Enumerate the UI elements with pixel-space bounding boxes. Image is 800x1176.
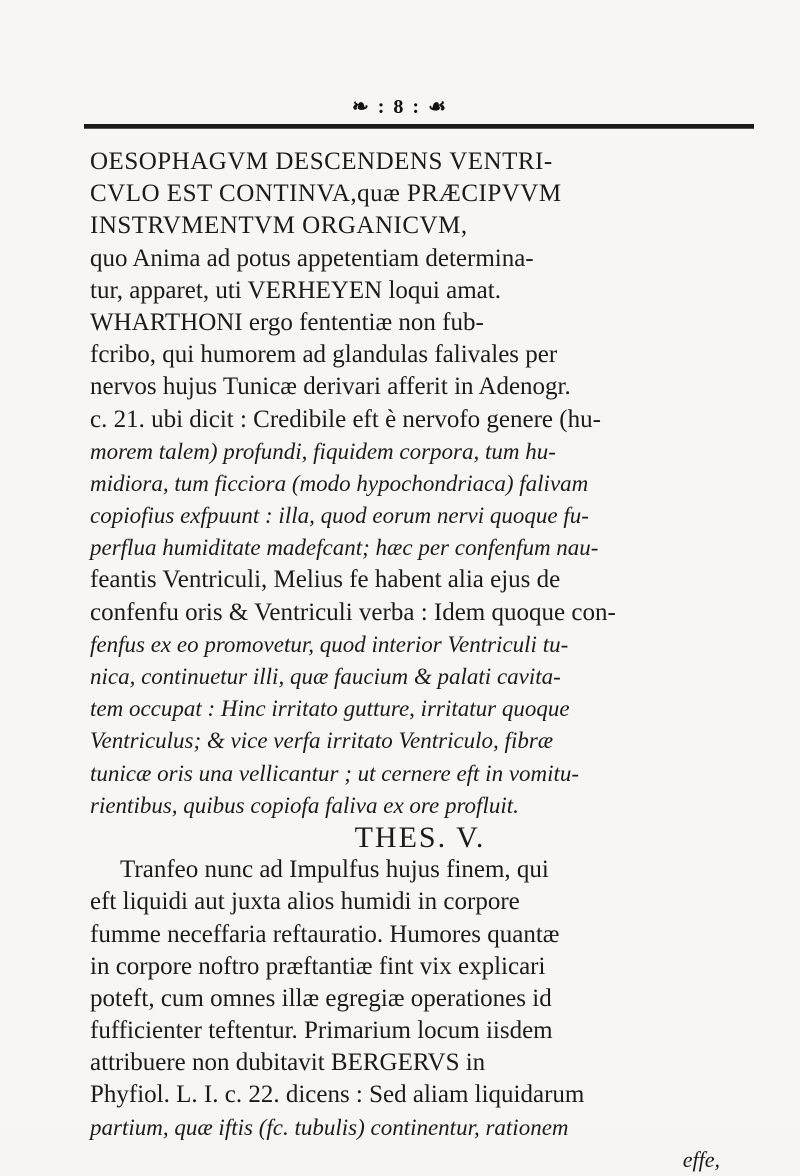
text-line: partium, quæ iftis (fc. tubulis) continentur, rationem (90, 1114, 569, 1140)
page-ornament: ❧ : 8 : ☙ (351, 96, 448, 118)
text-line: quo Anima ad potus appetentiam determina- (90, 244, 534, 272)
text-line: c. 21. ubi dicit : Credibile eft è nervofo genere (hu- (90, 405, 601, 433)
text-line: fenfus ex eo promovetur, quod interior Ventriculi tu- (90, 631, 569, 657)
text-line: morem talem) profundi, fiquidem corpora, tum hu- (90, 438, 556, 464)
text-line: attribuere non dubitavit BERGERVS in (90, 1049, 486, 1077)
header-rule (84, 124, 754, 129)
text-line: fufficienter teftentur. Primarium locum iisdem (90, 1017, 553, 1045)
text-line: poteft, cum omnes illæ egregiæ operationes id (90, 984, 552, 1012)
text-line: rientibus, quibus copiofa faliva ex ore profluit. (90, 792, 519, 818)
text-line: Phyfiol. L. I. c. 22. dicens : Sed aliam liquidarum (90, 1081, 585, 1109)
text-line: feantis Ventriculi, Melius fe habent alia ejus de (90, 566, 561, 594)
text-line: confenfu oris & Ventriculi verba : Idem quoque con- (90, 598, 616, 626)
text-line: Tranfeo nunc ad Impulfus hujus finem, qui (120, 856, 549, 884)
text-line: WHARTHONI ergo fententiæ non fub- (90, 308, 484, 336)
text-line: in corpore noftro præftantiæ fint vix explicari (90, 952, 546, 980)
text-line: midiora, tum ficciora (modo hypochondriaca) falivam (90, 470, 589, 496)
text-line: Ventriculus; & vice verfa irritato Ventriculo, fibræ (90, 728, 554, 754)
text-line: CVLO EST CONTINVA,quæ PRÆCIPVVM (90, 180, 562, 208)
section-heading: THES. V. (354, 820, 486, 854)
text-line: perflua humiditate madefcant; hæc per confenfum nau- (90, 535, 599, 561)
text-line: copiofius exfpuunt : illa, quod eorum nervi quoque fu- (90, 503, 589, 529)
text-line: fcribo, qui humorem ad glandulas falivales per (90, 341, 558, 369)
text-line: OESOPHAGVM DESCENDENS VENTRI- (90, 148, 553, 175)
text-line: tem occupat : Hinc irritato gutture, irritatur quoque (90, 696, 570, 722)
body-text (90, 146, 750, 1176)
text-line: nervos hujus Tunicæ derivari afferit in Adenogr. (90, 373, 571, 401)
text-line: nica, continuetur illi, quæ faucium & palati cavita- (90, 664, 561, 689)
text-line: fumme neceffaria reftauratio. Humores quantæ (90, 920, 560, 948)
text-line: tur, apparet, uti VERHEYEN loqui amat. (90, 276, 501, 304)
text-line: tunicæ oris una vellicantur ; ut cernere eft in vomitu- (90, 760, 580, 786)
text-line: eft liquidi aut juxta alios humidi in corpore (90, 888, 520, 916)
catchword: effe, (682, 1146, 720, 1172)
text-line: INSTRVMENTVM ORGANICVM, (90, 212, 468, 240)
